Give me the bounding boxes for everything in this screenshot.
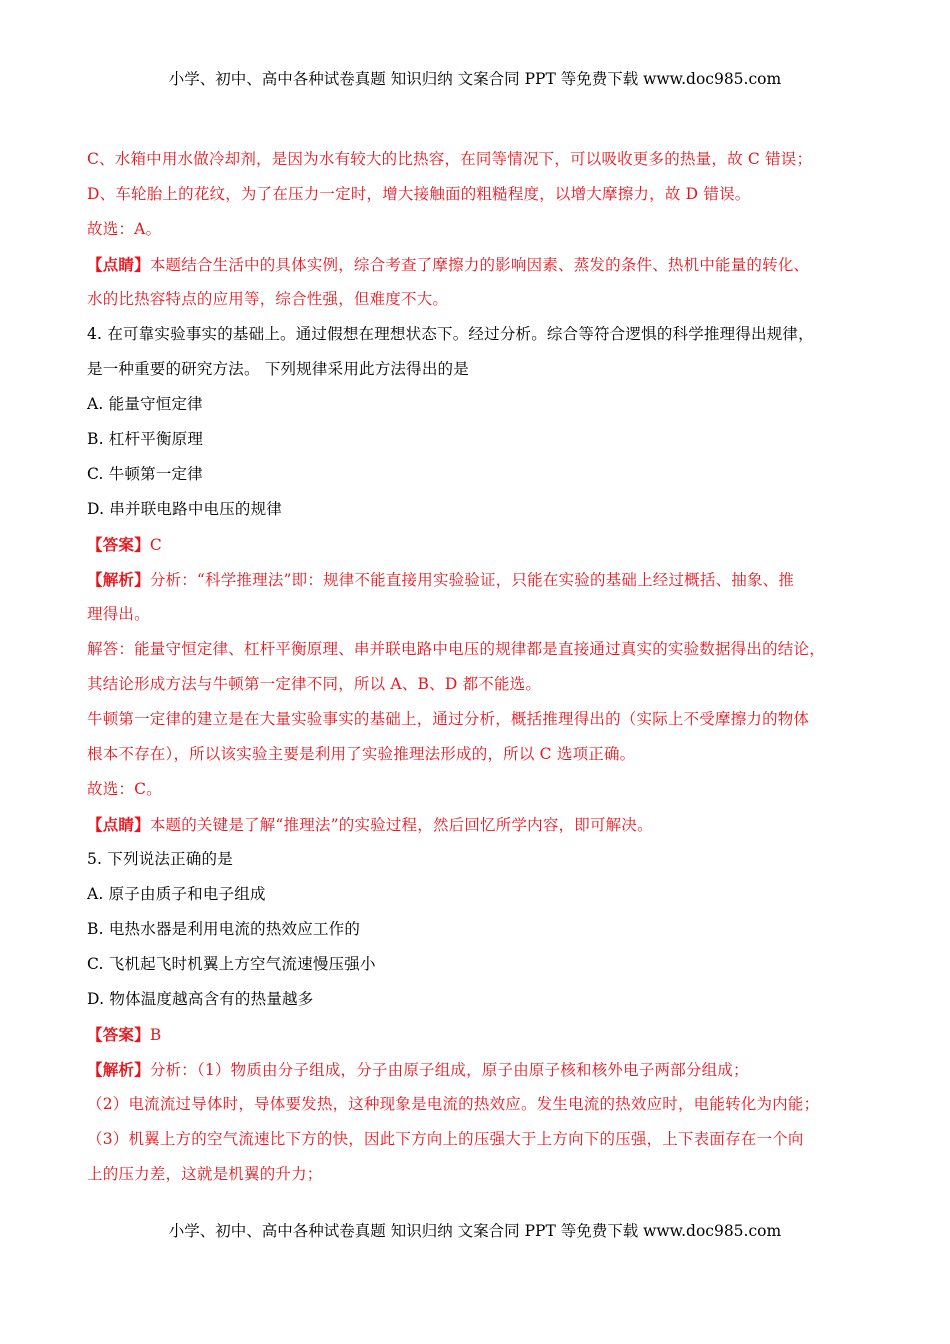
question-4-stem-cont: 是一种重要的研究方法。 下列规律采用此方法得出的是 (87, 360, 469, 378)
text-line: 故选：C。 (87, 780, 162, 798)
analysis-line: 【解析】分析：（1）物质由分子组成，分子由原子组成，原子由原子核和核外电子两部分组成； (87, 1060, 749, 1079)
option-b: B. 电热水器是利用电流的热效应工作的 (87, 920, 361, 938)
text-line: 解答：能量守恒定律、杠杆平衡原理、串并联电路中电压的规律都是直接通过真实的实验数据得出的结论， (87, 640, 825, 658)
text-line: （2）电流流过导体时，导体要发热，这种现象是电流的热效应。发生电流的热效应时，电能转化为内能； (87, 1095, 820, 1113)
option-c: C. 牛顿第一定律 (87, 465, 203, 483)
text-line: （3）机翼上方的空气流速比下方的快，因此下方向上的压强大于上方向下的压强，上下表面存在一个向 (87, 1130, 804, 1148)
answer-tag: 【答案】 (87, 1025, 150, 1044)
text-line: 上的压力差，这就是机翼的升力； (87, 1165, 323, 1183)
text-line: 牛顿第一定律的建立是在大量实验事实的基础上，通过分析，概括推理得出的（实际上不受摩擦力的物体 (87, 710, 810, 728)
option-b: B. 杠杆平衡原理 (87, 430, 204, 448)
option-c: C. 飞机起飞时机翼上方空气流速慢压强小 (87, 955, 376, 973)
analysis-tag: 【解析】 (87, 570, 150, 589)
text-line: C、水箱中用水做冷却剂，是因为水有较大的比热容，在同等情况下，可以吸收更多的热量，故 C 错误； (87, 150, 813, 168)
comment-tag: 【点睛】 (87, 815, 150, 834)
text-line: 根本不存在），所以该实验主要是利用了实验推理法形成的，所以 C 选项正确。 (87, 745, 636, 763)
answer-line: 【答案】B (87, 1025, 162, 1044)
analysis-tag: 【解析】 (87, 1060, 150, 1079)
question-5-stem: 5. 下列说法正确的是 (87, 850, 233, 868)
text-line: 故选：A。 (87, 220, 162, 238)
question-4-stem: 4. 在可靠实验事实的基础上。通过假想在理想状态下。经过分析。综合等符合逻惧的科学推理得出规律， (87, 325, 814, 343)
comment-line: 【点睛】本题的关键是了解“推理法”的实验过程，然后回忆所学内容，即可解决。 (87, 815, 653, 834)
text-line: D、车轮胎上的花纹，为了在压力一定时，增大接触面的粗糙程度，以增大摩擦力，故 D 错误。 (87, 185, 751, 203)
text-line: 水的比热容特点的应用等，综合性强，但难度不大。 (87, 290, 449, 308)
option-a: A. 原子由质子和电子组成 (87, 885, 266, 903)
analysis-line: 【解析】分析：“科学推理法”即：规律不能直接用实验验证，只能在实验的基础上经过概括、抽象、推 (87, 570, 795, 589)
answer-line: 【答案】C (87, 535, 162, 554)
answer-tag: 【答案】 (87, 535, 150, 554)
option-d: D. 串并联电路中电压的规律 (87, 500, 283, 518)
option-a: A. 能量守恒定律 (87, 395, 203, 413)
comment-tag: 【点睛】 (87, 255, 150, 274)
page-footer: 小学、初中、高中各种试卷真题 知识归纳 文案合同 PPT 等免费下载 www.doc985.com (168, 1222, 782, 1240)
page-header: 小学、初中、高中各种试卷真题 知识归纳 文案合同 PPT 等免费下载 www.doc985.com (168, 70, 782, 88)
option-d: D. 物体温度越高含有的热量越多 (87, 990, 314, 1008)
text-line: 其结论形成方法与牛顿第一定律不同，所以 A、B、D 都不能选。 (87, 675, 542, 693)
text-line: 理得出。 (87, 605, 150, 623)
comment-line: 【点睛】本题结合生活中的具体实例，综合考查了摩擦力的影响因素、蒸发的条件、热机中能量的转化、 (87, 255, 810, 274)
document-body (87, 142, 877, 1192)
